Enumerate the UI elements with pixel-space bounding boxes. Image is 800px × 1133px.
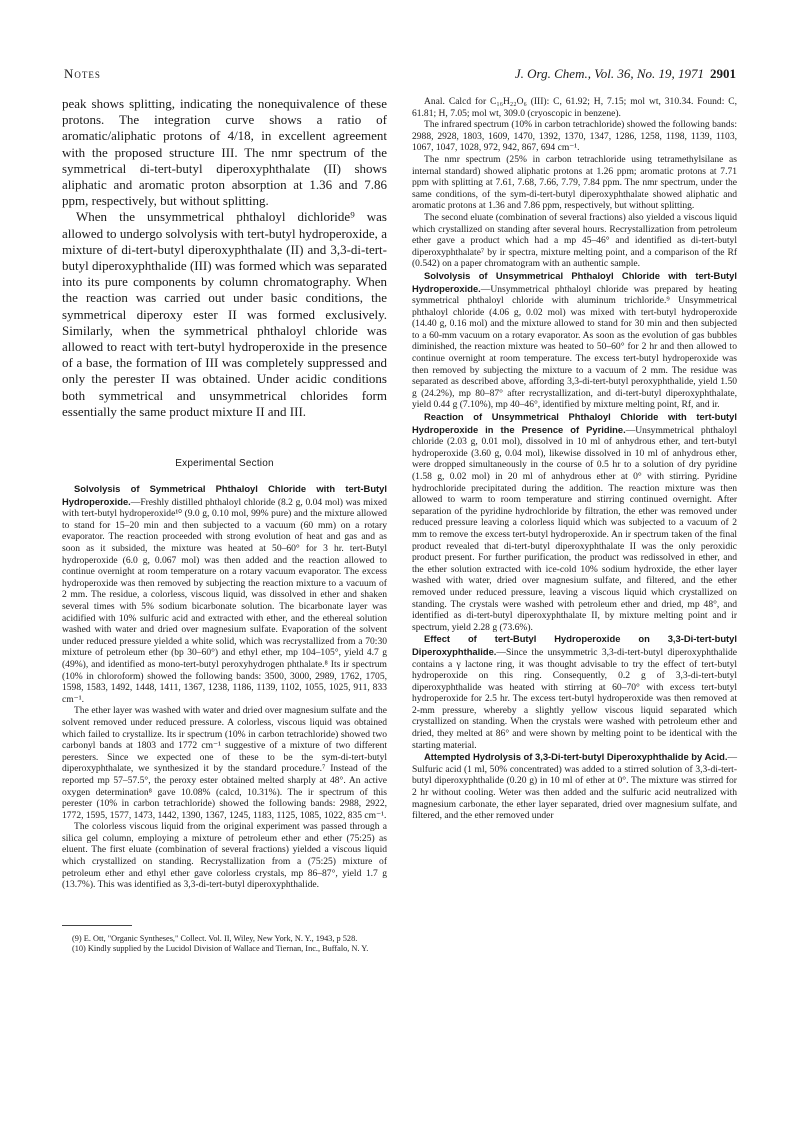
experiment-text: —Sulfuric acid (1 ml, 50% concentrated) was added to a stirred solution of 3,3-di-tert-butyl diperoxyphthalide (0.20 g) in 10 ml of ether at 0°. The mixture was stirred for 2 hr without cooling. Weter was then added and the sulfuric acid neutralized with magnesium carbonate, the ether layer separated, dried over magnesium sulfate, and filtered, and the ether removed under xyxy=(412,752,737,822)
analysis-paragraph: Anal. Calcd for C₁₆H₂₂O₆ (III): C, 61.92; H, 7.15; mol wt, 310.34. Found: C, 61.81; H, 7.05; mol wt, 309.0 (cryoscopic in benzene). xyxy=(412,96,737,119)
paragraph-continuation: peak shows splitting, indicating the nonequivalence of these protons. The integration curve shows a ratio of aromatic/aliphatic protons of 4/18, in excellent agreement with the proposed structure III. The nmr spectrum of the symmetrical di-tert-butyl diperoxyphthalate (II) shows aliphatic and aromatic proton absorption at 1.36 and 7.86 ppm, respectively, but without splitting. xyxy=(62,96,387,209)
run-in-heading: Effect of tert-Butyl Hydroperoxide on 3,3-Di-tert-butyl Diperoxyphthalide. xyxy=(412,633,737,657)
paragraph-chromatography: The colorless viscous liquid from the original experiment was passed through a silica gel column, employing a mixture of petroleum ether and ether (75:25) as eluent. The first eluate (combination of several fractions) yielded a viscous liquid which crystallized on standing. Recrystallization from a (75:25) mixture of petroleum ether and ethyl ether gave colorless crystals, mp 86–87°, yield 1.7 g (13.7%). This was identified as 3,3-di-tert-butyl diperoxyphthalide. xyxy=(62,821,387,891)
section-label: Notes xyxy=(64,66,101,81)
journal-name: J. Org. Chem., Vol. 36, No. 19, 1971 xyxy=(514,66,704,81)
experimental-section-title: Experimental Section xyxy=(175,458,274,470)
ir-paragraph: The infrared spectrum (10% in carbon tetrachloride) showed the following bands: 2988, 2928, 1803, 1609, 1470, 1392, 1370, 1347, 1286, 1258, 1198, 1139, 1103, 1067, 1047, 1028, 972, 942, 867, 694 cm⁻¹. xyxy=(412,119,737,154)
experiment-acid-hydrolysis xyxy=(412,751,737,822)
run-in-heading: Solvolysis of Symmetrical Phthaloyl Chloride with tert-Butyl Hydroperoxide. xyxy=(62,483,387,507)
experiment-text: —Unsymmetrical phthaloyl chloride (2.03 g, 0.01 mol), dissolved in 10 ml of anhydrous ether, and tert-butyl hydroperoxide (3.60 g, 0.04 mol), likewise dissolved in 10 ml of anhydrous ether, were dropped simultaneously in the course of 0.5 hr to a solution of dry pyridine (1.58 g, 0.02 mol) in 20 ml of anhydrous ether at 0° with stirring. Pyridine hydrochloride precipitated during the addition. The reaction mixture was then allowed to warm to room temperature and stirring continued overnight. After separation of the pyridine hydrochloride by filtration, the ether was removed under reduced pressure leaving a colorless liquid which was subjected to a vacuum of 2 mm to remove the excess tert-butyl hydroperoxide. An ir spectrum taken of the final product revealed that di-tert-butyl diperoxyphthalate II was the only peroxidic product present. For further purification, the product was redissolved in ether, and the ether solution extracted with ice-cold 10% sodium hydroxide, the ether layer washed with water, dried over magnesium sulfate, and filtered, and the ether removed under reduced pressure, leaving a viscous liquid which crystallized on standing. The crystals were washed with petroleum ether and dried, mp 48°, and identified as di-tert-butyl diperoxyphthalate II, by mixture melting point and ir spectrum, yield 2.28 g (73.6%). xyxy=(412,424,737,633)
run-in-heading: Reaction of Unsymmetrical Phthaloyl Chloride with tert-butyl Hydroperoxide in the Presence of Pyridine. xyxy=(412,411,737,435)
footnote-10: (10) Kindly supplied by the Lucidol Division of Wallace and Tiernan, Inc., Buffalo, N. Y. xyxy=(72,944,369,954)
second-eluate-paragraph: The second eluate (combination of several fractions) also yielded a viscous liquid which crystallized on standing after several hours. Recrystallization from petroleum ether gave a product which had a mp 45–46° and identified as di-tert-butyl diperoxyphthalate⁷ by ir spectra, mixture melting point, and a comparison of the Rf (0.542) on a paper chromatogram with an authentic sample. xyxy=(412,211,737,270)
run-in-heading: Solvolysis of Unsymmetrical Phthaloyl Chloride with tert-Butyl Hydroperoxide. xyxy=(412,269,737,294)
experiment-symmetrical-solvolysis xyxy=(62,483,387,705)
footnote-divider xyxy=(62,925,132,926)
experiment-text: —Freshly distilled phthaloyl chloride (8.2 g, 0.04 mol) was mixed with tert-butyl hydroperoxide¹⁰ (9.0 g, 0.10 mol, 99% pure) and the mixture allowed to stand for 15–20 min and then subjected to a vacuum (60 mm) on a rotary evaporator. The reaction proceeded with strong evolution of heat and gas and as soon as it subsided, the mixture was heated at 50–60° for 3 hr. tert-Butyl hydroperoxide (6.0 g, 0.067 mol) was then added and the reaction allowed to continue overnight at room temperature on a rotary vacuum evaporator. The excess hydroperoxide was then removed by subjecting the reaction mixture to a vacuum of 2 mm. The residue, a colorless, viscous liquid, was dissolved in ether and shaken several times with 5% sodium bicarbonate solution. The bicarbonate layer was acidified with 10% sulfuric acid and extracted with ether, and the ethereal solution washed with water and dried over magnesium sulfate. Evaporation of the solvent under reduced pressure yielded a white solid, which was recrystallized from a 70:30 mixture of petroleum ether (bp 30–60°) and ethyl ether, mp 104–105°, yield 4.7 g (49%), and identified as mono-tert-butyl peroxyhydrogen phthalate.⁸ Its ir spectrum (10% in chloroform) showed the following bands: 3500, 3000, 2989, 1762, 1705, 1598, 1583, 1492, 1448, 1411, 1367, 1238, 1186, 1139, 1102, 1055, 1025, 911, 833 cm⁻¹. xyxy=(62,496,387,705)
paragraph-solvolysis-discussion: When the unsymmetrical phthaloyl dichloride⁹ was allowed to undergo solvolysis with tert-butyl hydroperoxide, a mixture of di-tert-butyl diperoxyphthalate (II) and 3,3-di-tert-butyl diperoxyphthalide (III) was formed which was separated into its pure components by column chromatography. When the reaction was carried out under basic conditions, the symmetrical diperoxy ester II was formed exclusively. Similarly, when the symmetrical phthaloyl chloride was allowed to react with tert-butyl hydroperoxide in the presence of a base, the formation of III was completely suppressed and only the perester II was obtained. Under acidic conditions both symmetrical and unsymmetrical chlorides form essentially the same product mixture II and III. xyxy=(62,209,387,419)
run-in-heading: Attempted Hydrolysis of 3,3-Di-tert-butyl Diperoxyphthalide by Acid. xyxy=(424,751,728,763)
journal-citation xyxy=(515,66,736,82)
experiment-hydroperoxide-effect xyxy=(412,633,737,751)
right-column xyxy=(412,96,737,822)
experiment-text: —Since the unsymmetric 3,3-di-tert-butyl diperoxyphthalide contains a γ lactone ring, it was thought advisable to try the effect of tert-butyl hydroperoxide on this ring. Consequently, 0.2 g of 3,3-di-tert-butyl diperoxyphthalide was heated with stirring at 60–70° with excess tert-butyl hydroperoxide for 2.5 hr. The excess tert-butyl hydroperoxide was then removed at 2-mm pressure, whereby a slightly yellow viscous liquid separated which crystallized on standing. When the crystals were washed with petroleum ether and dried, they melted at 86° and were shown by melting point to be identical with the starting material. xyxy=(412,646,737,751)
paragraph-ether-layer: The ether layer was washed with water and dried over magnesium sulfate and the solvent removed under reduced pressure. A colorless, viscous liquid was obtained which failed to crystallize. Its ir spectrum (10% in carbon tetrachloride) showed two carbonyl bands at 1803 and 1772 cm⁻¹ suggestive of a mixture of two different peresters. Since we expected one of these to be the sym-di-tert-butyl diperoxyphthalate, we synthesized it by the standard procedure.⁷ Instead of the reported mp 57–57.5°, the peroxy ester obtained melted sharply at 48°. An active oxygen determination⁸ gave 10.08% (calcd, 10.31%). The ir spectrum of this perester (10% in carbon tetrachloride) showed the following bands: 2988, 2922, 1772, 1595, 1577, 1473, 1442, 1390, 1367, 1245, 1183, 1125, 1085, 1022, 835 cm⁻¹. xyxy=(62,705,387,821)
footnote-9: (9) E. Ott, "Organic Syntheses," Collect. Vol. II, Wiley, New York, N. Y., 1943, p 528. xyxy=(72,933,358,943)
page-header xyxy=(64,66,736,84)
left-column xyxy=(62,96,387,955)
experiment-pyridine-reaction xyxy=(412,411,737,633)
page-number: 2901 xyxy=(710,66,736,81)
nmr-paragraph: The nmr spectrum (25% in carbon tetrachloride using tetramethylsilane as internal standard) showed aliphatic protons at 1.26 ppm; aromatic protons at 7.71 ppm with splitting at 7.61, 7.68, 7.66, 7.79, 7.84 ppm. The nmr spectrum, under the same conditions, of the sym-di-tert-butyl diperoxyphthalate showed aliphatic and aromatic protons at 1.36 and 7.86 ppm, respectively, but without splitting. xyxy=(412,153,737,212)
experiment-text: —Unsymmetrical phthaloyl chloride was prepared by heating symmetrical phthaloyl chloride with aluminum trichloride.⁹ Unsymmetrical phthaloyl chloride (4.06 g, 0.02 mol) was mixed with tert-butyl hydroperoxide (14.40 g, 0.16 mol) and the mixture allowed to stand for 30 min and then subjected to a 60-mm vacuum on a rotary evaporator. As soon as the evolution of gas bubbles diminished, the reaction mixture was heated to 50–60° for 2 hr and then allowed to continue overnight at room temperature. The excess tert-butyl hydroperoxide was then removed by subjecting the mixture to a vacuum of 2 mm. The residue was separated as described above, affording 3,3-di-tert-butyl peroxyphthalide, yield 1.50 g (24.2%), mp 80–87° after recrystallization, and di-tert-butyl diperoxyphthalate, yield 0.44 g (7.10%), mp 40–46°, identified by mixture melting point, Rf, and ir. xyxy=(412,283,737,411)
experiment-unsymmetrical-solvolysis xyxy=(412,270,737,411)
